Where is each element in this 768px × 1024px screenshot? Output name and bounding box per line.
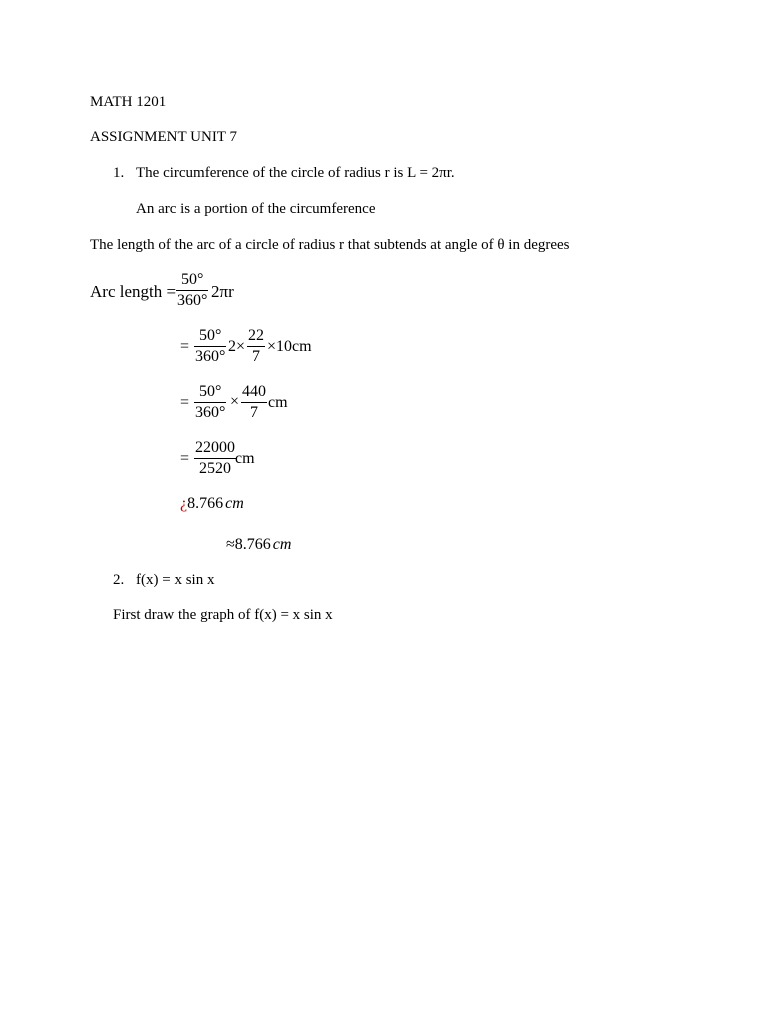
step2-equals: = [180, 394, 190, 411]
course-code: MATH 1201 [90, 94, 167, 110]
arc-length-label: Arc length = [90, 282, 177, 301]
step2-numerator2: 440 [242, 383, 266, 400]
step4-value: 8.766 [187, 495, 224, 512]
step2-denominator2: 7 [250, 404, 258, 421]
assignment-title: ASSIGNMENT UNIT 7 [90, 129, 237, 145]
arc-definition: An arc is a portion of the circumference [136, 201, 376, 217]
step4-line [180, 496, 244, 512]
step1-fraction [194, 328, 226, 365]
step2-times: × [230, 393, 240, 410]
formula-tail: 2πr [211, 282, 234, 301]
step5-value: 8.766 [234, 536, 271, 553]
q2-number: 2. [113, 572, 125, 588]
formula-fraction [176, 272, 208, 309]
q2-statement: f(x) = x sin x [136, 572, 215, 588]
formula-numerator: 50° [181, 271, 204, 288]
step5-line [226, 537, 291, 553]
step2-denominator: 360° [195, 404, 226, 421]
formula-denominator: 360° [177, 292, 208, 309]
step4-unit: cm [225, 495, 244, 512]
step1-fraction2 [247, 328, 265, 365]
arc-length-description: The length of the arc of a circle of radius r that subtends at angle of θ in degrees [90, 237, 570, 253]
step2-unit: cm [268, 394, 288, 411]
step1-denominator: 360° [195, 348, 226, 365]
step3-equals: = [180, 450, 190, 467]
step2-fraction2 [241, 384, 267, 421]
approx-symbol: ≈ [226, 536, 235, 553]
step2-fraction [194, 384, 226, 421]
step5-unit: cm [272, 536, 292, 553]
q1-statement: The circumference of the circle of radius r is L = 2πr. [136, 165, 455, 181]
step3-unit: cm [235, 450, 255, 467]
step1-numerator: 50° [199, 327, 222, 344]
step1-tail: ×10cm [267, 338, 312, 355]
error-mark-glyph: ¿ [180, 495, 188, 512]
q2-instruction: First draw the graph of f(x) = x sin x [113, 607, 333, 623]
step3-denominator: 2520 [199, 460, 231, 477]
step1-denominator2: 7 [252, 348, 260, 365]
q1-number: 1. [113, 165, 125, 181]
step3-numerator: 22000 [195, 439, 235, 456]
step2-numerator: 50° [199, 383, 222, 400]
step1-mid: 2× [228, 338, 246, 355]
step1-equals: = [180, 338, 190, 355]
step1-numerator2: 22 [248, 327, 264, 344]
step3-fraction [194, 440, 236, 477]
